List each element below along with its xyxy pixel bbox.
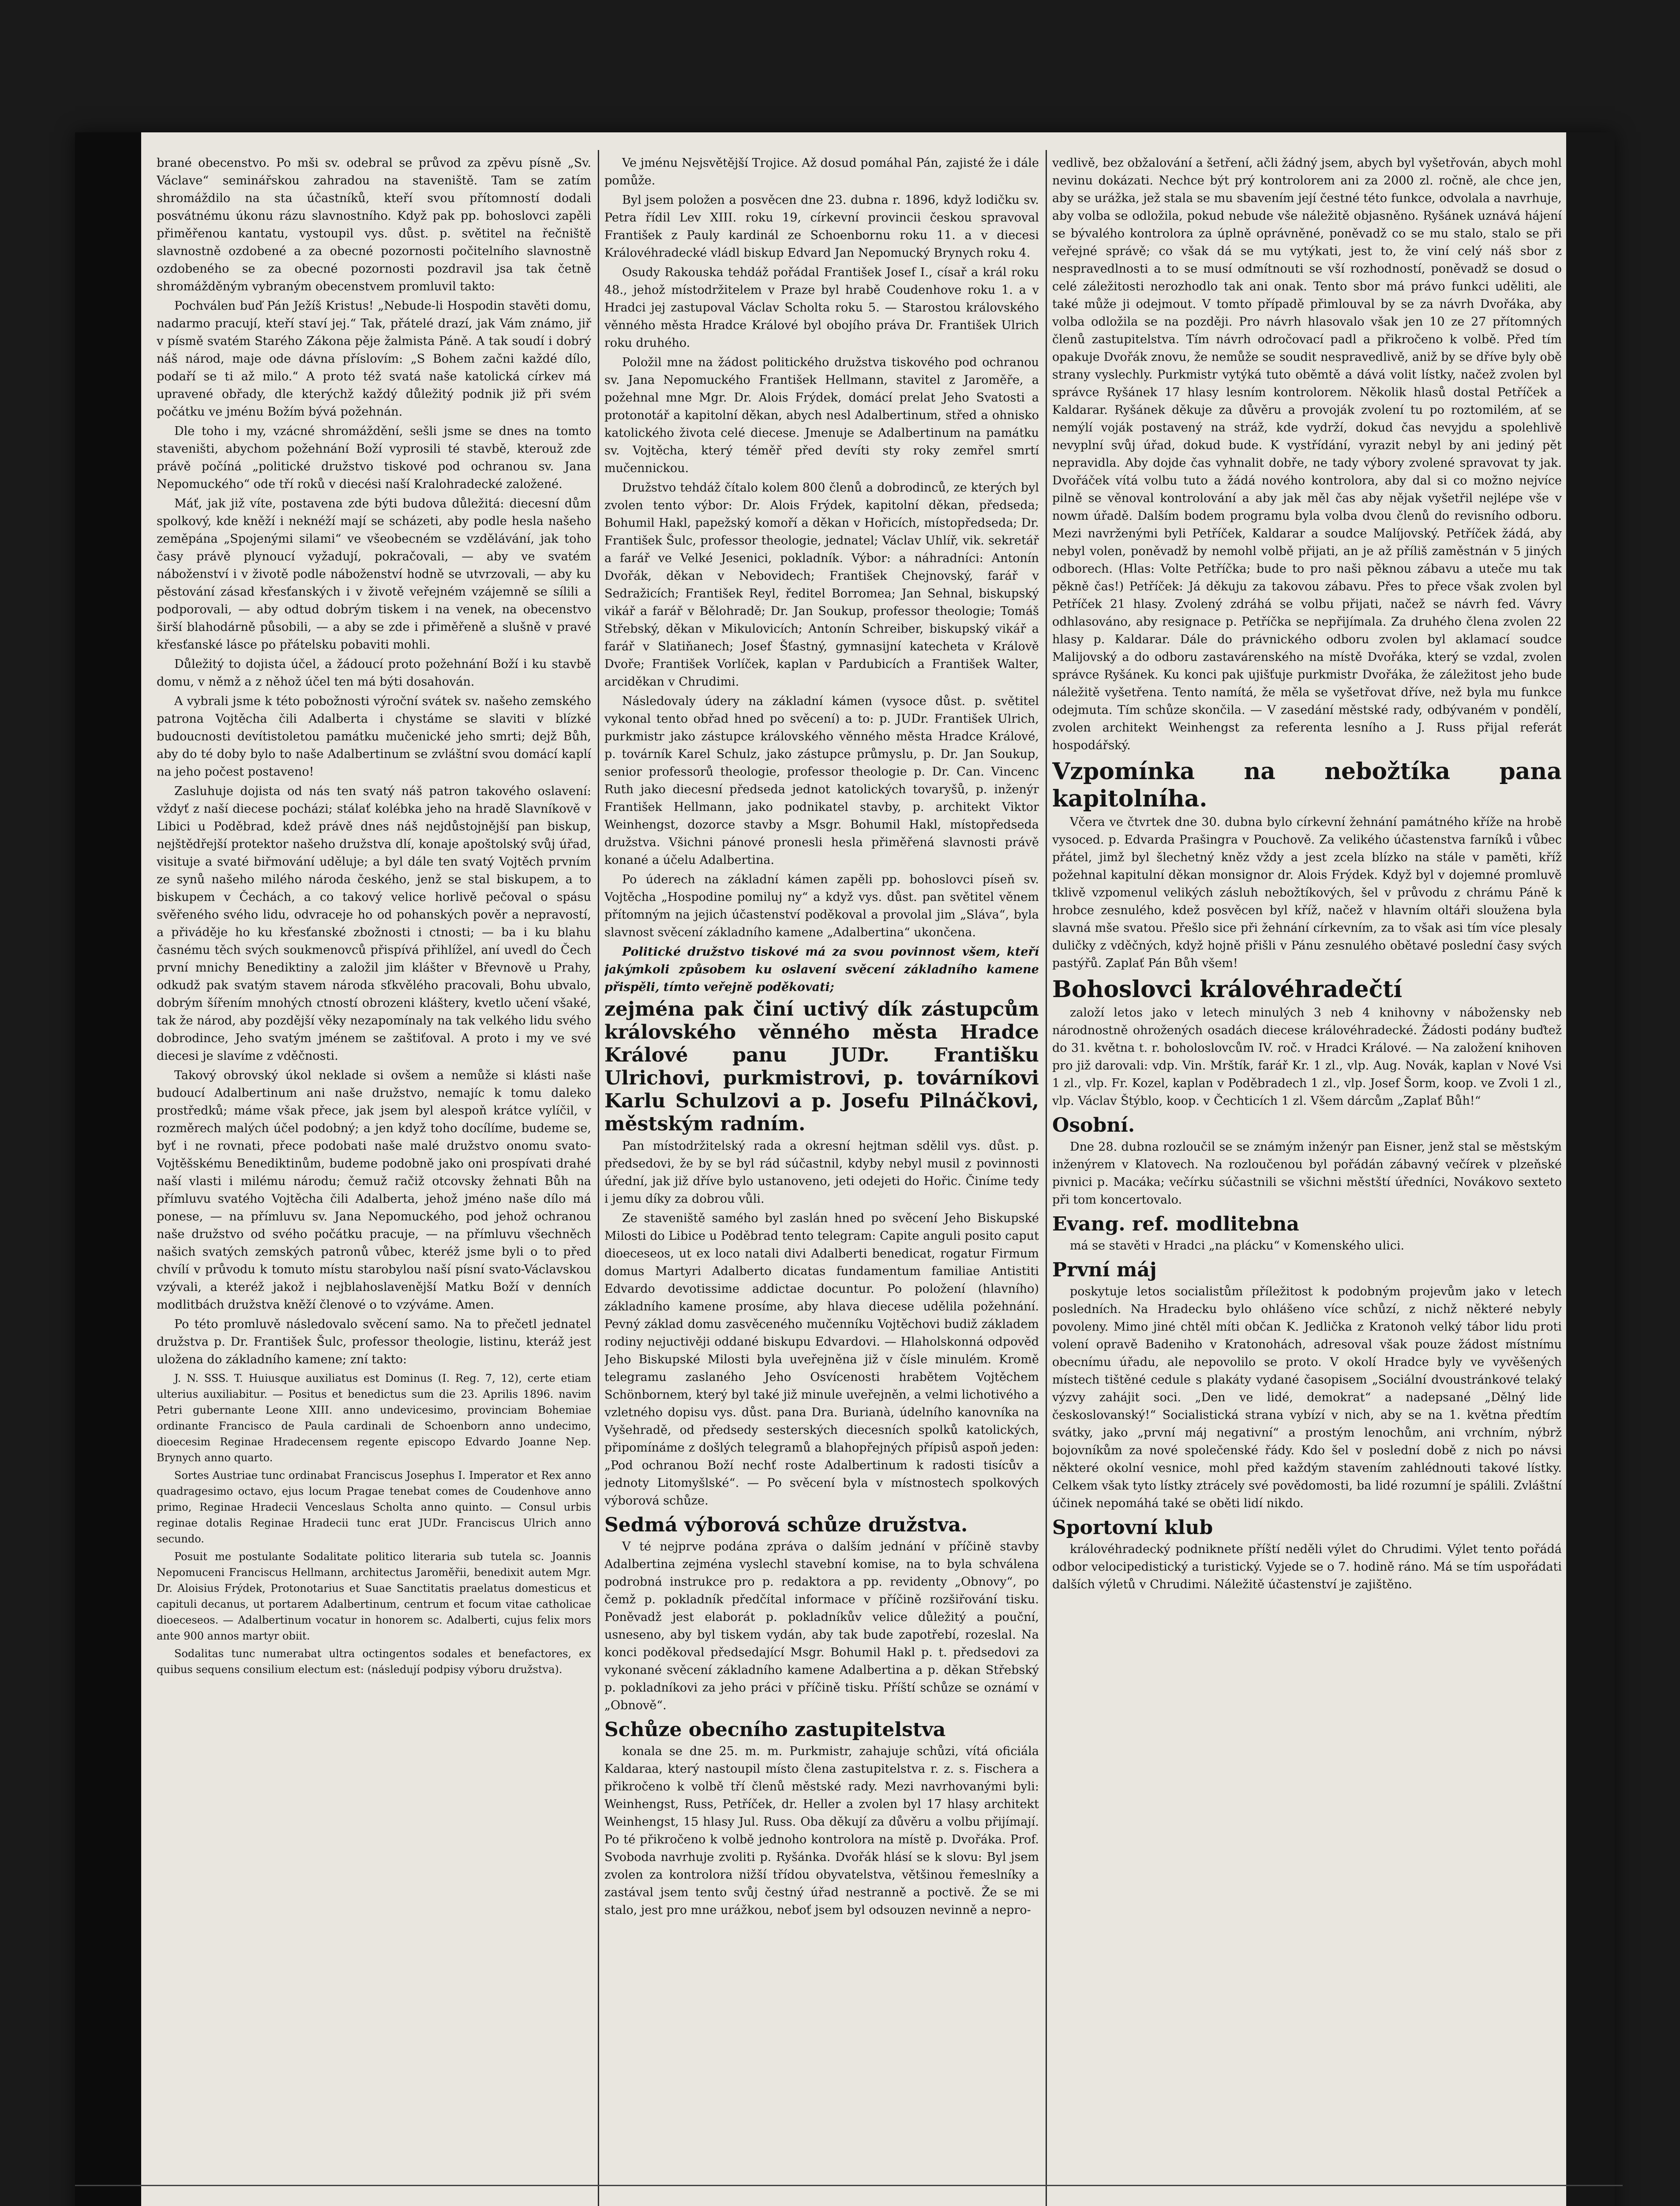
paragraph: Položil mne na žádost politického družstva tiskového pod ochranou sv. Jana Nepomuckého František Hellmann, stavitel z Jaroměře, a požehnal mne Mgr. Dr. Alois Frýdek, domácí prelat Jeho Svatosti a protonotář a kapitolní děkan, abych nesl Adalbertinum, střed a ohnisko katolického života celé diecese. Jmenuje se Adalbertinum na památku sv. Vojtěcha, který téměř před devíti sty roky zemřel smrtí mučennickou. [604,356,1039,475]
column-rule [1046,150,1047,2206]
section-heading: Bohoslovci královéhradečtí [1052,976,1402,1003]
column-3 [1052,154,1562,2206]
latin-paragraph: J. N. SSS. T. Huiusque auxiliatus est Dominus (I. Reg. 7, 12), certe etiam ulterius auxiliabitur. — Positus et benedictus sum die 23. Aprilis 1896. navim Petri gubernante Leone XIII. anno undevicesimo, provinciam Bohemiae ordinante Francisco de Paula cardinali de Schoenborn anno undecimo, dioecesim Reginae Hradecensem regente episcopo Edvardo Joanne Nep. Brynych anno quarto. [157,1372,591,1464]
paragraph: Pochválen buď Pán Ježíš Kristus! „Nebude-li Hospodin stavěti domu, nadarmo pracují, kteří staví jej.“ Tak, přátelé drazí, jak Vám známo, jiř v písmě svatém Starého Zákona pěje žalmista Páně. A tak soudí i dobrý náš národ, maje ode dávna příslovím: „S Bohem začni každé dílo, podaří se ti až milo.“ A proto též svatá naše katolická církev má upravené obřady, dle kterýchž každý důležitý podnik již při svém počátku ve jménu Božím bývá požehnán. [157,299,591,419]
paragraph: Osudy Rakouska tehdáž pořádal František Josef I., císař a král roku 48., jehož místodržitelem v Praze byl hrabě Coudenhove roku 1. a v Hradci jej zastupoval Václav Scholta roku 5. — Starostou královského věnného města Hradce Králové byl obojího práva Dr. František Ulrich roku druhého. [604,266,1039,350]
paragraph: Ze staveniště samého byl zaslán hned po svěcení Jeho Biskupské Milosti do Libice u Poděbrad tento telegram: Capite anguli posito caput dioeceseos, ut ex loco natali divi Adalberti benedicat, rogatur Firmum domus Martyri Adalberto dicatas fundamentum familiae Antistiti Edvardo devotissime addictae docuntur. Po položení (hlavního) základního kamene prosíme, aby hlava diecese udělila požehnání. Pevný základ domu zasvěceného mučenníku Vojtěchovi budiž základem rodiny nejuctivěji oddané biskupu Edvardovi. — Hlaholskonná odpověď Jeho Biskupské Milosti byla uveřejněna již v čísle minulém. Kromě telegramu zaslaného Jeho Osvícenosti hrabětem Vojtěchem Schönbornem, který byl také již minule uveřejněn, a velmi lichotivého a vzletného dopisu vys. důst. pana Dra. Burianà, údelního kanovníka na Vyšehradě, od předsedy sesterských diecesních spolků katolických, připomínáme z došlých telegramů a blahopřejných přípisů aspoň jeden: „Pod ochranou Boží nechť roste Adalbertinum k radosti tisícův a jednoty Litomyšlské“. — Po svěcení byla v místnostech spolkových výborová schůze. [604,1212,1039,1508]
scan-right-edge [1566,132,1615,2206]
paragraph: Ve jménu Nejsvětější Trojice. Až dosud pomáhal Pán, zajisté že i dále pomůže. [604,156,1039,188]
column-1 [157,154,591,2206]
paragraph: Dne 28. dubna rozloučil se se známým inženýr pan Eisner, jenž stal se městským inženýrem v Klatovech. Na rozloučenou byl pořádán zábavný večírek v plzeňské pivnici p. Macáka; večírku súčastnili se všichni městští úředníci, Novákovo sexteto při tom koncertovalo. [1052,1140,1562,1207]
paragraph: Dle toho i my, vzácné shromáždění, sešli jsme se dnes na tomto staveništi, abychom požehnání Boží vyprosili té stavbě, kterouž zde právě počíná „politické družstvo tiskové pod ochranou sv. Jana Nepomuckého“ ode tří roků v diecési naší Kralohradecké založené. [157,424,591,491]
paragraph: V té nejprve podána zpráva o dalším jednání v příčině stavby Adalbertina zejména vyslechl stavební komise, na to byla schválena podrobná instrukce pro p. redaktora a pp. revidenty „Obnovy“, po čemž p. pokladník předčítal informace v příčině rozšiřování tisku. Poněvadž jest elaborát p. pokladníkův velice důležitý a pouční, usneseno, aby byl tiskem vydán, aby tak bude zapotřebí, rozeslal. Na konci poděkoval předsedající Msgr. Bohumil Hakl p. t. předsedovi za vykonané svěcení základního kamene Adalbertina a p. děkan Střebský p. pokladníkovi za jeho práci v příčině tisku. Příští schůze se oznámí v „Obnově“. [604,1540,1039,1712]
section-heading: Sedmá výborová schůze družstva. [604,1514,968,1536]
bottom-rule [75,2185,1623,2186]
paragraph: vedlivě, bez obžalování a šetření, ačli žádný jsem, abych byl vyšetřován, abych mohl nevinu dokázati. Nechce být prý kontrolorem ani za 2000 zl. ročně, ale chce jen, aby se urážka, jež stala se mu sbavením její čestné této funkce, odvolala a navrhuje, aby volba se odložila, pokud nebude vše náležitě objasněno. Ryšánek uznává hájení se bývalého kontrolora za úplně oprávněné, poněvadž co se mu stalo, stalo se při veřejné správě; co však dá se mu vytýkati, jest to, že viní celý náš sbor z nespravedlnosti a to se musí odmítnouti se vší rozhodností, poněvadž se dosud o celé záležitosti nerozhodlo tak ani onak. Tento sbor má právo funkci uděliti, ale také může ji odejmout. V tomto případě přimlouval by se za návrh Dvořáka, aby volba odložila se na později. Pro návrh hlasovalo však jen 10 ze 27 přítomných členů zastupitelstva. Tím návrh odročovací padl a přikročeno k volbě. Před tím opakuje Dvořák znovu, že nemůže se soudit nespravedlivě, aniž by se dříve byly obě strany vyslechly. Purkmistr vytýká tuto oběmtě a dává volit lístky, načež zvolen byl správce Ryšánek 17 hlasy lesním kontrolorem. Několik hlasů dostal Petříček a Kaldarar. Ryšánek děkuje za důvěru a provoják zvolení tu po roztomilém, ať se nemýlí voják postavený na stráž, kde vydrží, dokud čas nevyjdu a spolehlivě nevyplní svůj úřad, dokud bude. K vystřídání, vyrazit nebyl by ani jediný pět nepravidla. Aby dojde čas vyhnalit dobře, ne tady výbory zvolené spravovat ty jak. Dvořáček vítá volbu tuto a žádá nového kontrolora, aby dal si co možno nejvíce pilně se věnoval kontrolování a aby jak měl čas aby nějak vyšetřil nejlépe vše v nowm úřadě. Dalším bodem programu byla volba dvou členů do revisního odboru. Mezi navrženými byli Petříček, Kaldarar a soudce Malíjovský. Petříček žádá, aby nebyl volen, poněvadž by nemohl volbě přijati, an je až příliš zaměstnán v 5 jiných odborech. (Hlas: Volte Petříčka; bude to pro naši pěknou zábavu a uteče mu tak pěkně čas!) Petříček: Já děkuju za takovou zábavu. Přes to přece však zvolen byl Petříček 21 hlasy. Zvolený zdráhá se volbu přijati, načež se návrh fed. Vávry odhlasováno, aby resignace p. Petříčka se nepřijímala. Za druhého člena zvolen 22 hlasy p. Kaldarar. Dále do právnického odboru zvolen byl aklamací soudce Malijovský a do odboru zastavárenského na místě Dvořáka, který se vzdal, zvolen správce Ryšánek. Ku konci pak ujišťuje purkmistr Dvořáka, že záležitost jeho bude náležitě vyšetřena. Tento namítá, že měla se vyšetřovat dříve, než byla mu funkce odejmuta. Tím schůze skončila. — V zasedání městské rady, odbývaném v pondělí, zvolen architekt Weinhengst za referenta lesního a J. Russ přijal referát hospodářský. [1052,156,1562,752]
newspaper-page [75,132,1615,2206]
paragraph: Následovaly údery na základní kámen (vysoce důst. p. světitel vykonal tento obřad hned po svěcení) a to: p. JUDr. František Ulrich, purkmistr jako zástupce královského věnného města Hradce Králové, p. továrník Karel Schulz, jako zástupce průmyslu, p. Dr. Jan Soukup, senior professorů theologie, professor theologie p. Dr. Can. Vincenc Ruth jako diecesní předseda jednot katolických tovaryšů, p. inženýr František Hellmann, jako podnikatel stavby, p. architekt Viktor Weinhengst, dozorce stavby a Msgr. Bohumil Hakl, místopředseda družstva. Všichni pánové pronesli hesla přiměřená slavnosti právě konané a účelu Adalbertina. [604,694,1039,867]
paragraph: brané obecenstvo. Po mši sv. odebral se průvod za zpěvu písně „Sv. Václave“ seminářskou zahradou na staveniště. Tam se zatím shromáždilo na sta účastníků, kteří svou přítomností dodali posvátnému úkonu rázu slavnostního. Když pak pp. bohoslovci zapěli přiměřenou kantatu, vystoupil vys. důst. p. světitel na řečniště slavnostně ozdobené a za obecné pozornosti počitelního slavnostně ozdobeného se za obecné pozornosti pozdravil jsa tak četně shromážděným vybraným obecenstvem promluvil takto: [157,156,591,293]
paragraph: konala se dne 25. m. m. Purkmistr, zahajuje schůzi, vítá oficiála Kaldaraa, který nastoupil místo člena zastupitelstva r. z. s. Fischera a přikročeno k volbě tří členů městské rady. Mezi navrhovanými byli: Weinhengst, Russ, Petříček, dr. Heller a zvolen byl 17 hlasy architekt Weinhengst, 15 hlasy Jul. Russ. Oba děkují za důvěru a volbu přijímají. Po té přikročeno k volbě jednoho kontrolora na místě p. Dvořáka. Prof. Svoboda navrhuje zvoliti p. Ryšánka. Dvořák hlásí se k slovu: Byl jsem zvolen za kontrolora nižší třídou obyvatelstva, většinou řemeslníky a zastával jsem tento svůj čestný úřad nestranně a poctivě. Že se mi stalo, jest pro mne urážkou, neboť jsem byl odsouzen nevinně a nepro- [604,1745,1039,1917]
column-rule [598,150,599,2206]
paragraph: královéhradecký podniknete příští neděli výlet do Chrudimi. Výlet tento pořádá odbor velocipedistický a turistický. Vyjede se o 7. hodině ráno. Má se tím uspořádati dalších výletů v Chrudimi. Náležitě účastenství je zajištěno. [1052,1542,1562,1591]
paragraph: A vybrali jsme k této pobožnosti výroční svátek sv. našeho zemského patrona Vojtěcha čili Adalberta i chystáme se slaviti v blízké budoucnosti devítistoletou památku mučenické jeho smrti; dejž Bůh, aby do té doby bylo to naše Adalbertinum se zvláštní svou domácí kaplí na jeho počest postaveno! [157,694,591,779]
paragraph: Máť, jak již víte, postavena zde býti budova důležitá: diecesní dům spolkový, kde kněží i neknéží mají se scházeti, aby podle hesla našeho zeměpána „Spojenými silami“ ve všeobecném se vzdělávání, jak toho časy právě plynoucí vyžadují, pokračovali, — aby ve svatém náboženství i v životě podle náboženství hodně se utvrzovali, — aby ku pěstování zásad křesťanských i v životě veřejném vzájemně se sílili a podporovali, — aby odtud dobrým tiskem i na venek, na obecenstvo širší blahodárně působili, — a aby se zde i přiměřeně a slušně v pravé křesťanské lásce po přátelsku pobaviti mohli. [157,497,591,652]
paragraph: Důležitý to dojista účel, a žádoucí proto požehnání Boží i ku stavbě domu, v němž a z něhož účel ten má býti dosahován. [157,657,591,689]
section-heading: Evang. ref. modlitebna [1052,1213,1299,1235]
scan-left-edge [75,132,141,2206]
section-heading: Osobní. [1052,1114,1135,1137]
section-heading: Vzpomínka na nebožtíka pana kapitolníha. [1052,758,1562,812]
paragraph: Takový obrovský úkol neklade si ovšem a nemůže si klásti naše budoucí Adalbertinum ani naše družstvo, nemajíc k tomu daleko prostředků; máme však přece, jak jsem byl alespoň krátce vylíčil, v rozměrech malých účel podobný; a jen když toho docílíme, budeme se, byť i ne rovnati, přece podobati naše malé družstvo onomu svato-Vojtěšskému Benediktinům, budeme podobně jako oni prospívati drahé naší vlasti i milému národu; čemuž račiž otcovsky žehnati Bůh na přímluvu svatého Vojtěcha čili Adalberta, jehož jméno naše dílo má ponese, — na přímluvu sv. Jana Nepomuckého, pod jehož ochranou naše družstvo od svého počátku pracuje, — na přímluvu všechněch našich svatých zemských patronů vůbec, kteréž jsme byli o to před chvílí v průvodu k tomuto místu starobylou naší písní svato-Václavskou vzývali, a kteréž jakož i nejblahoslavenější Matku Boží v denních modlitbách družstva kněží členové o to vzýváme. Amen. [157,1069,591,1312]
paragraph: Byl jsem položen a posvěcen dne 23. dubna r. 1896, když lodičku sv. Petra řídil Lev XIII. roku 19, církevní provincii českou spravoval František z Pauly kardinál ze Schoenbornu roku 11. a v diecesi Královéhradecké vládl biskup Edvard Jan Nepomucký Brynych roku 4. [604,193,1039,260]
paragraph: Pan místodržitelský rada a okresní hejtman sdělil vys. důst. p. předsedovi, že by se byl rád súčastnil, kdyby nebyl musil z povinnosti úřední, jak již dříve bylo ustanoveno, jeti odejeti do Hořic. Činíme tedy i jemu díky za dobrou vůli. [604,1139,1039,1206]
thanks-bold: zejména pak činí uctivý dík zástupcům královského věnného města Hradce Králové panu JUDr. Františku Ulrichovi, purkmistrovi, p. továrníkovi Karlu Schulzovi a p. Josefu Pilnáčkovi, městským radním. [604,998,1039,1135]
latin-paragraph: Sodalitas tunc numerabat ultra octingentos sodales et benefactores, ex quibus sequens consilium electum est: (následují podpisy výboru družstva). [157,1647,591,1676]
column-2 [604,154,1039,2206]
thanks-italic: Politické družstvo tiskové má za svou povinnost všem, kteří jakýmkoli způsobem ku oslavení svěcení základního kamene přispěli, tímto veřejně poděkovati; [604,945,1039,994]
latin-paragraph: Posuit me postulante Sodalitate politico literaria sub tutela sc. Joannis Nepomuceni Franciscus Hellmann, architectus Jaroměřii, benedixit autem Mgr. Dr. Aloisius Frýdek, Protonotarius et Suae Sanctitatis praelatus domesticus et capituli decanus, ut portarem Adalbertinum, centrum et focum vitae catholicae dioeceseos. — Adalbertinum vocatur in honorem sc. Adalberti, cujus felix mors ante 900 annos martyr obiit. [157,1550,591,1642]
paragraph: Po úderech na základní kámen zapěli pp. bohoslovci píseň sv. Vojtěcha „Hospodine pomiluj ny“ a když vys. důst. pan světitel věnem přítomným na jejich účastenství poděkoval a provolal jim „Sláva“, byla slavnost svěcení základního kamene „Adalbertina“ ukončena. [604,873,1039,939]
paragraph: poskytuje letos socialistům příležitost k podobným projevům jako v letech posledních. Na Hradecku bylo ohlášeno více schůzí, z nichž některé nebyly povoleny. Mimo jiné chtěl míti občan K. Jedlička z Kratonoh velký tábor lidu proti volení opravě Badeniho v Kratonohách, adresoval však pouze žádost místnímu obecnímu úřadu, ale nepovolilo se proto. V okolí Hradce byly ve vyvěšených místech tištěné cedule s plakáty vydané časopisem „Sociální dvoustránkové telaký výzvy zahájit soci. „Den ve lidé, demokrat“ a nadepsané „Dělný lide českoslovanský!“ Socialistická strana vybízí v nich, aby se na 1. května předtím svátky, jako „první máj negativní“ a prostým lenochům, ani vrchním, nýbrž bojovníkům za nové společenské řády. Kdo šel v poslední době z nich po návsi některé okolní vesnice, mohl před každým stavením zahlédnouti takové lístky. Celkem však tyto lístky ztrácely své povědomosti, ba lidé rozumní je spálili. Zvláštní účinek nepomáhá také se oběti lidí nikdo. [1052,1285,1562,1510]
section-heading: Schůze obecního zastupitelstva [604,1718,946,1741]
paragraph: má se stavěti v Hradci „na plácku“ v Komenského ulici. [1070,1239,1405,1253]
paragraph: Družstvo tehdáž čítalo kolem 800 členů a dobrodinců, ze kterých byl zvolen tento výbor: Dr. Alois Frýdek, kapitolní děkan, předseda; Bohumil Hakl, papežský komoří a děkan v Hořicích, místopředseda; Dr. František Šulc, professor theologie, jednatel; Václav Uhlíř, vik. sekretář a farář ve Velké Jesenici, pokladník. Výbor: a náhradníci: Antonín Dvořák, děkan v Nebovidech; František Chejnovský, farář v Sedražicích; František Reyl, ředitel Borromea; Jan Sehnal, biskupský vikář a farář v Bělohradě; Dr. Jan Soukup, professor theologie; Tomáš Střebský, děkan v Mikulovicích; Antonín Schreiber, biskupský vikář a farář v Slatiňanech; Josef Šťastný, gymnasijní katecheta v Králově Dvoře; František Vorlíček, kaplan v Pardubicích a František Walter, arciděkan v Chrudimi. [604,481,1039,689]
section-heading: První máj [1052,1259,1157,1281]
paragraph: Včera ve čtvrtek dne 30. dubna bylo církevní žehnání památného kříže na hrobě vysoced. p. Edvarda Prašingra v Pouchově. Za velikého účastenstva farníků i vůbec přátel, jimž byl šlechetný kněz vždy a jest zcela blízko na stále v paměti, kříž požehnal kapitulní děkan monsignor dr. Alois Frýdek. Když byl v dojemné promluvě tklivě vzpomenul velikých zásluh nebožtíkových, šel v průvodu z chrámu Páně k hrobce zesnulého, kdež posvěcen byl kříž, načež v hlavním oltáři sloužena byla slavná mše svatou. Přešlo sice při žehnání církevním, za to však asi tím více plesaly duličky z vděčných, když hojně přišli v Pánu zesnulého obětavé poslední časy svých pastýřů. Zaplať Pán Bůh všem! [1052,815,1562,970]
latin-paragraph: Sortes Austriae tunc ordinabat Franciscus Josephus I. Imperator et Rex anno quadragesimo octavo, ejus locum Pragae tenebat comes de Coudenhove anno primo, Reginae Hradecii Venceslaus Scholta anno quinto. — Consul urbis reginae dotalis Reginae Hradecii tunc erat JUDr. Franciscus Ulrich anno secundo. [157,1469,591,1545]
paragraph: Zasluhuje dojista od nás ten svatý náš patron takového oslavení: vždyť z naší diecese pocházi; stálať kolébka jeho na hradě Slavníkově v Libici u Poděbrad, kdež právě dnes náš nejdůstojnější pan biskup, nejštědřejší protektor našeho družstva dlí, konaje apoštolský svůj úřad, visituje a svaté biřmování uděluje; a byl dále ten svatý Vojtěch prvním ze synů našeho milého národa českého, jenž se stal biskupem, a to biskupem v Čechách, a co takový velice horlivě pečoval o spásu svěřeného svého lidu, odvraceje ho od pohanských pověr a nepravostí, a přiváděje ho ku křesťanské zbožnosti i ctnosti; — ba i ku blahu časnému těch svých soukmenovců přispívá přihlížel, aní uvedl do Čech první mnichy Benediktiny a založil jim klášter v Břevnově u Prahy, odkudž pak svatým stavem národa sťkvělého pracovali, Bohu ubvalo, dobrým šířením mnohých ctností obrozeni kláštery, kvetlo učení všaké, tak že národ, aby pozdější věky nezapomínaly na tak velkého lidu svého dobrodince, Jeho svatým jménem se zaštiťoval. A proto i my ve své diecesi je slavíme z vděčnosti. [157,784,591,1063]
section-heading: Sportovní klub [1052,1516,1213,1539]
paragraph: Po této promluvě následovalo svěcení samo. Na to přečetl jednatel družstva p. Dr. František Šulc, professor theologie, listinu, kteráž jest uložena do základního kamene; zní takto: [157,1317,591,1366]
paragraph: založí letos jako v letech minulých 3 neb 4 knihovny v nábožensky neb národnostně ohrožených osadách diecese královéhradecké. Žádosti podány buďtež do 31. května t. r. boholoslovcům IV. roč. v Hradci Králové. — Na založení knihoven pro již darovali: vdp. Vin. Mrštík, farář Kr. 1 zl., vlp. Aug. Novák, kaplan v Nové Vsi 1 zl., vlp. Fr. Kozel, kaplan v Poděbradech 1 zl., vlp. Josef Šorm, koop. ve Zvoli 1 zl., vlp. Václav Štýblo, koop. v Čechticích 1 zl. Všem dárcům „Zaplať Bůh!“ [1052,1006,1562,1108]
